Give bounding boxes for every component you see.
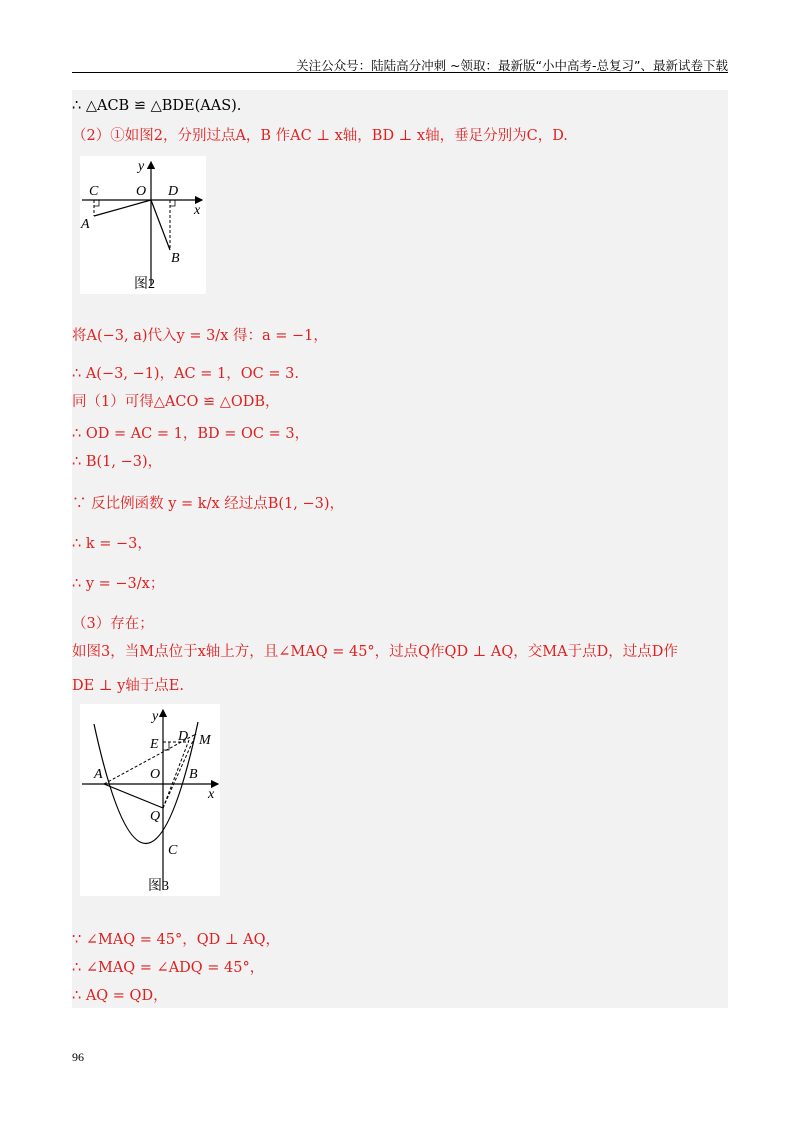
label-Q: Q <box>150 809 161 824</box>
label-O: O <box>136 184 147 199</box>
label-x: x <box>194 203 201 218</box>
label-y: y <box>152 709 159 724</box>
solution-line: ∴ y = −3/x； <box>72 576 165 592</box>
figure-2 <box>80 156 206 294</box>
label-M: M <box>199 733 211 748</box>
page-number: 96 <box>72 1050 84 1064</box>
segment-AO <box>94 200 151 216</box>
solution-line: DE ⊥ y轴于点E. <box>72 678 184 694</box>
solution-line: ∴ B(1, −3)， <box>72 454 163 470</box>
solution-line: 同（1）可得△ACO ≌ △ODB， <box>72 394 280 410</box>
solution-line: ∴ ∠MAQ = ∠ADQ = 45°， <box>72 960 265 976</box>
label-D: D <box>178 729 189 744</box>
label-B: B <box>189 767 198 782</box>
label-A: A <box>94 767 103 782</box>
solution-line: ∵ ∠MAQ = 45°，QD ⊥ AQ， <box>72 932 280 948</box>
figure-2-diagram <box>80 156 206 294</box>
label-O: O <box>150 767 161 782</box>
label-y: y <box>138 159 145 174</box>
right-angle-E <box>163 742 169 750</box>
label-D: D <box>168 184 179 199</box>
solution-line: 将A(−3, a)代入y = 3/x 得：a = −1， <box>72 328 328 344</box>
figure-2-caption: 图2 <box>134 277 155 292</box>
solution-line: （2）①如图2，分别过点A，B 作AC ⊥ x轴，BD ⊥ x轴，垂足分别为C，D. <box>72 128 568 144</box>
solution-line: ∴ △ACB ≌ △BDE(AAS). <box>72 98 242 114</box>
solution-line: ∵ 反比例函数 y = k/x 经过点B(1, −3)， <box>72 496 345 512</box>
solution-line: ∴ k = −3， <box>72 536 152 552</box>
figure-3-diagram <box>80 704 220 896</box>
solution-line: ∴ OD = AC = 1，BD = OC = 3， <box>72 426 310 442</box>
header-rule <box>72 72 728 73</box>
solution-panel <box>72 90 728 1008</box>
solution-line: 如图3，当M点位于x轴上方，且∠MAQ = 45°，过点Q作QD ⊥ AQ，交MA于点D，过点D作 <box>72 644 678 660</box>
segment-OB <box>151 200 170 250</box>
solution-line: （3）存在； <box>72 616 154 632</box>
figure-3 <box>80 704 220 896</box>
solution-line: ∴ A(−3, −1)，AC = 1，OC = 3. <box>72 366 299 382</box>
page-header: 关注公众号：陆陆高分冲刺 ~领取：最新版“小中高考-总复习”、最新试卷下载 <box>296 58 728 73</box>
label-C: C <box>168 843 178 858</box>
label-x: x <box>208 787 215 802</box>
right-angle-D <box>170 200 175 206</box>
label-C: C <box>89 184 99 199</box>
figure-3-caption: 图3 <box>148 879 169 894</box>
solution-line: ∴ AQ = QD， <box>72 988 168 1004</box>
label-A: A <box>81 217 90 232</box>
label-E: E <box>150 737 159 752</box>
right-angle-C <box>94 200 99 206</box>
label-B: B <box>171 251 180 266</box>
